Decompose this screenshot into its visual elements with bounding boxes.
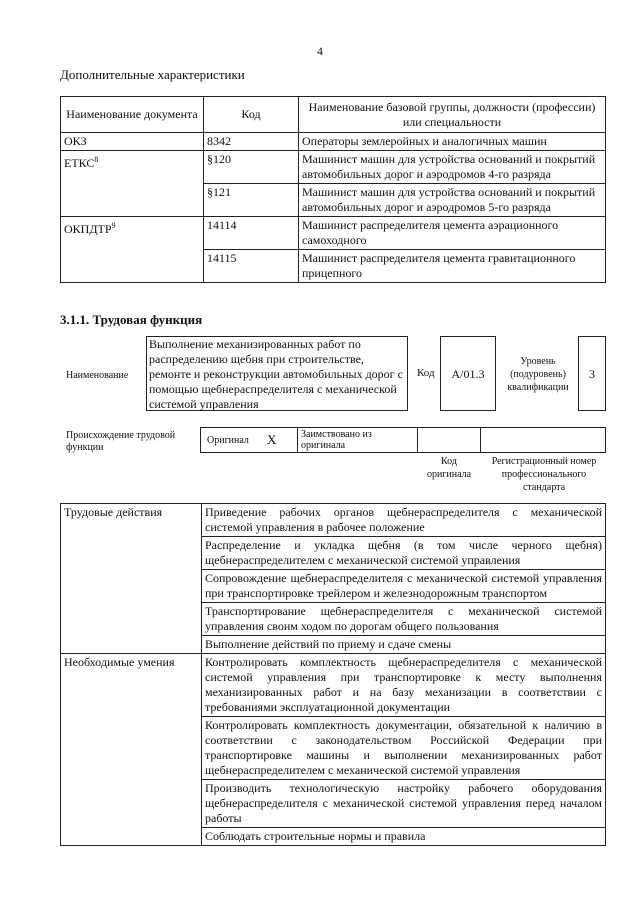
required-skills-label: Необходимые умения: [61, 654, 202, 846]
name-label: Наименование: [66, 370, 129, 381]
header-group-name: Наименование базовой группы, должности (профессии) или специальности: [299, 97, 606, 133]
origin-row: [200, 427, 606, 453]
code-etks-120: §120: [204, 151, 299, 184]
labor-action-item: Транспортирование щебнераспределителя с механической системой управления своим ходом по дорогам общего пользования: [202, 603, 606, 636]
reg-number-label: Регистрационный номер профессионального стандарта: [491, 456, 597, 493]
table-row: [61, 654, 606, 717]
level-value-box: 3: [578, 336, 606, 411]
function-code-box: А/01.3: [440, 336, 496, 411]
labor-action-item: Приведение рабочих органов щебнераспределителя с механической системой управления в рабочее положение: [202, 504, 606, 537]
name-okz: Операторы землеройных и аналогичных машин: [299, 133, 606, 151]
borrowed-label: Заимствовано из оригинала: [301, 429, 372, 451]
code-original-cell: [417, 428, 481, 452]
page-number: 4: [317, 44, 323, 58]
table-row: [61, 133, 606, 151]
name-etks-121: Машинист машин для устройства оснований и покрытий автомобильных дорог и аэродромов 5-го разряда: [299, 184, 606, 217]
additional-characteristics-table: [60, 96, 606, 283]
doc-okpdtr: ОКПДТР$^9$: [61, 217, 204, 283]
doc-okz: ОКЗ: [61, 133, 204, 151]
header-document-name: Наименование документа: [61, 97, 204, 133]
skill-item: Производить технологическую настройку рабочего оборудования щебнераспределителя с механической системой управления перед началом работы: [202, 780, 606, 828]
doc-etks: ЕТКС$^8$: [61, 151, 204, 217]
code-okz: 8342: [204, 133, 299, 151]
code-etks-121: §121: [204, 184, 299, 217]
level-label: Уровень (подуровень) квалификации: [507, 356, 569, 393]
function-name-box: Выполнение механизированных работ по распределению щебня при строительстве, ремонте и реконструкции автомобильных дорог с помощью щебнераспределителя с механической системой управления: [146, 336, 408, 411]
original-label: Оригинал: [207, 435, 249, 446]
skill-item: Контролировать комплектность документации, обязательной к наличию в соответствии с законодательством Российской Федерации при транспортировке машины и выполнении механизированных работ щебнераспределителем с механической системой управления: [202, 717, 606, 780]
function-details-table: [60, 503, 606, 846]
original-cell: [201, 428, 298, 452]
name-okpdtr-14114: Машинист распределителя цемента аэрационного самоходного: [299, 217, 606, 250]
labor-action-item: Распределение и укладка щебня (в том числе черного щебня) щебнераспределителем с механической системой управления: [202, 537, 606, 570]
code-original-label: Код оригинала: [426, 456, 472, 480]
code-label: Код: [417, 367, 435, 379]
code-okpdtr-14115: 14115: [204, 250, 299, 283]
name-okpdtr-14115: Машинист распределителя цемента гравитационного прицепного: [299, 250, 606, 283]
section-title: 3.1.1. Трудовая функция: [60, 312, 203, 327]
table-row: [61, 217, 606, 250]
table-row: [61, 504, 606, 537]
header-code: Код: [204, 97, 299, 133]
additional-characteristics-title: Дополнительные характеристики: [60, 67, 245, 82]
labor-actions-label: Трудовые действия: [61, 504, 202, 654]
name-etks-120: Машинист машин для устройства оснований и покрытий автомобильных дорог и аэродромов 4-го разряда: [299, 151, 606, 184]
labor-action-item: Выполнение действий по приему и сдаче смены: [202, 636, 606, 654]
code-okpdtr-14114: 14114: [204, 217, 299, 250]
origin-label: Происхождение трудовой функции: [66, 430, 176, 453]
skill-item: Соблюдать строительные нормы и правила: [202, 828, 606, 846]
skill-item: Контролировать комплектность щебнераспределителя с механической системой управления при транспортировке к месту выполнения механизированных работ и на базу механизации в соответствии с требованиями эксплуатационной документации: [202, 654, 606, 717]
labor-action-item: Сопровождение щебнераспределителя с механической системой управления при транспортировке трейлером и железнодорожным транспортом: [202, 570, 606, 603]
table-row: [61, 151, 606, 184]
original-mark: X: [267, 432, 277, 447]
